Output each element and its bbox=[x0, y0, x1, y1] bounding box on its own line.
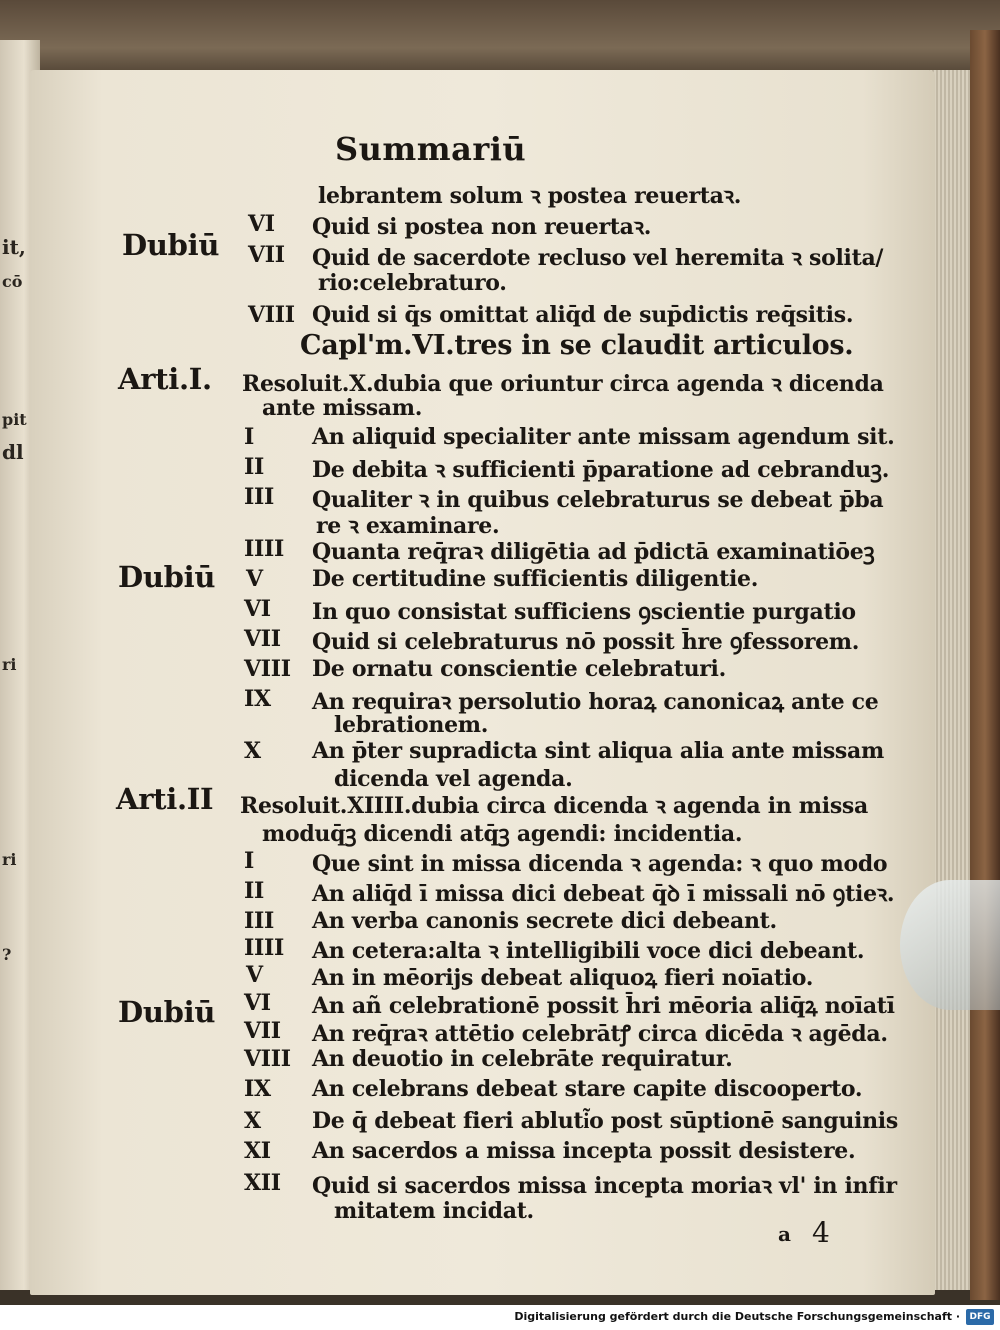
entry-text: lebrationem. bbox=[334, 712, 489, 738]
entry-number: X bbox=[244, 738, 261, 764]
side-label-articulus: Arti.I. bbox=[118, 362, 212, 396]
entry-text: An aliq̄d ī missa dici debeat q̄ꝺ ī missali nō ꝯtieꝛ. bbox=[312, 881, 895, 907]
signature-mark: a bbox=[778, 1222, 791, 1246]
entry-number: III bbox=[244, 908, 274, 934]
entry-text: Que sint in missa dicenda ꝛ agenda: ꝛ quo modo bbox=[312, 851, 888, 877]
entry-number: VII bbox=[244, 626, 281, 652]
entry-number: IX bbox=[244, 1076, 271, 1102]
entry-number: VIII bbox=[244, 656, 291, 682]
entry-number: I bbox=[244, 848, 254, 874]
entry-text: dicenda vel agenda. bbox=[334, 766, 573, 792]
entry-number: V bbox=[246, 566, 263, 592]
entry-number: XI bbox=[244, 1138, 271, 1164]
side-label-dubium: Dubiū bbox=[122, 228, 220, 262]
left-fragment: pit bbox=[2, 410, 27, 429]
footer-bar bbox=[0, 1305, 1000, 1330]
chapter-heading: Capl'm.VI.tres in se claudit articulos. bbox=[300, 330, 854, 361]
entry-text: An in mēorijs debeat aliquoꝝ fieri noīatio. bbox=[312, 965, 814, 991]
entry-text: An aliquid specialiter ante missam agendum sit. bbox=[312, 424, 895, 450]
entry-text: An req̄raꝛ attētio celebrātꝭ circa dicēda ꝛ agēda. bbox=[312, 1021, 888, 1047]
entry-number: V bbox=[246, 962, 263, 988]
entry-text: De certitudine sufficientis diligentie. bbox=[312, 566, 759, 592]
entry-number: VIII bbox=[248, 302, 295, 328]
page-edges bbox=[930, 70, 975, 1290]
entry-number: VI bbox=[244, 596, 271, 622]
side-label-dubium: Dubiū bbox=[118, 560, 216, 594]
entry-text: In quo consistat sufficiens ꝯscientie purgatio bbox=[312, 599, 856, 625]
entry-text: De debita ꝛ sufficienti p̄paratione ad cebranduꝫ. bbox=[312, 457, 890, 483]
entry-number: VII bbox=[244, 1018, 281, 1044]
page-clip bbox=[900, 880, 1000, 1010]
entry-text: Quid si sacerdos missa incepta moriaꝛ vl' in infir bbox=[312, 1173, 897, 1199]
entry-number: IIII bbox=[244, 935, 284, 961]
side-label-articulus: Arti.II bbox=[116, 782, 214, 816]
entry-number: III bbox=[244, 484, 274, 510]
entry-number: X bbox=[244, 1108, 261, 1134]
entry-number: II bbox=[244, 454, 264, 480]
entry-text: De ornatu conscientie celebraturi. bbox=[312, 656, 726, 682]
entry-number: VIII bbox=[244, 1046, 291, 1072]
entry-text: De q̄ debeat fieri abluti͂o post sūptionē sanguinis bbox=[312, 1108, 898, 1134]
side-label-dubium: Dubiū bbox=[118, 995, 216, 1029]
entry-number: IX bbox=[244, 686, 271, 712]
article-text: moduq̄ꝫ dicendi atq̄ꝫ agendi: incidentia. bbox=[262, 821, 743, 847]
left-fragment: ? bbox=[2, 945, 12, 964]
entry-text: Qualiter ꝛ in quibus celebraturus se debeat p̄ba bbox=[312, 487, 884, 513]
entry-text: re ꝛ examinare. bbox=[316, 513, 500, 539]
entry-text: Quid de sacerdote recluso vel heremita ꝛ solita/ bbox=[312, 245, 884, 271]
entry-text: An cetera:alta ꝛ intelligibili voce dici debeant. bbox=[312, 938, 865, 964]
entry-number: XII bbox=[244, 1170, 281, 1196]
entry-number: IIII bbox=[244, 536, 284, 562]
entry-text: Quanta req̄raꝛ diligētia ad p̄dictā examinatiōeꝫ bbox=[312, 539, 875, 565]
article-text: Resoluit.XIIII.dubia circa dicenda ꝛ agenda in missa bbox=[240, 793, 868, 819]
left-fragment: ri bbox=[2, 850, 17, 869]
entry-text: An verba canonis secrete dici debeant. bbox=[312, 908, 777, 934]
entry-text: An deuotio in celebrāte requiratur. bbox=[312, 1046, 733, 1072]
entry-number: I bbox=[244, 424, 254, 450]
entry-text: Quid si q̄s omittat aliq̄d de sup̄dictis req̄sitis. bbox=[312, 302, 854, 328]
entry-number: VI bbox=[244, 990, 271, 1016]
entry-text: mitatem incidat. bbox=[334, 1198, 534, 1224]
entry-number: VI bbox=[248, 211, 275, 237]
dfg-logo: DFG bbox=[966, 1309, 994, 1325]
left-fragment: cō bbox=[2, 272, 23, 291]
footer-credit: Digitalisierung gefördert durch die Deutsche Forschungsgemeinschaft · bbox=[514, 1310, 960, 1323]
entry-text: lebrantem solum ꝛ postea reuertaꝛ. bbox=[318, 183, 742, 209]
entry-number: II bbox=[244, 878, 264, 904]
article-text: Resoluit.X.dubia que oriuntur circa agenda ꝛ dicenda bbox=[242, 371, 884, 397]
left-fragment: dl bbox=[2, 440, 24, 464]
entry-text: An requiraꝛ persolutio horaꝝ canonicaꝝ ante ce bbox=[312, 689, 879, 715]
entry-text: An añ celebrationē possit h̄ri mēoria aliq̄ꝝ noīatī bbox=[312, 993, 895, 1019]
entry-text: Quid si celebraturus nō possit h̄re ꝯfessorem. bbox=[312, 629, 860, 655]
book-background bbox=[0, 0, 1000, 80]
left-fragment: it, bbox=[2, 235, 26, 259]
article-text: ante missam. bbox=[262, 395, 423, 421]
entry-text: Quid si postea non reuertaꝛ. bbox=[312, 214, 652, 240]
left-fragment: ri bbox=[2, 655, 17, 674]
page-number: 4 bbox=[812, 1216, 830, 1249]
entry-text: An p̄ter supradicta sint aliqua alia ante missam bbox=[312, 738, 884, 764]
entry-text: rio:celebraturo. bbox=[318, 270, 507, 296]
entry-number: VII bbox=[248, 242, 285, 268]
entry-text: An sacerdos a missa incepta possit desistere. bbox=[312, 1138, 856, 1164]
book-binding bbox=[970, 30, 1000, 1300]
entry-text: An celebrans debeat stare capite discooperto. bbox=[312, 1076, 863, 1102]
page-header: Summariū bbox=[335, 130, 527, 168]
